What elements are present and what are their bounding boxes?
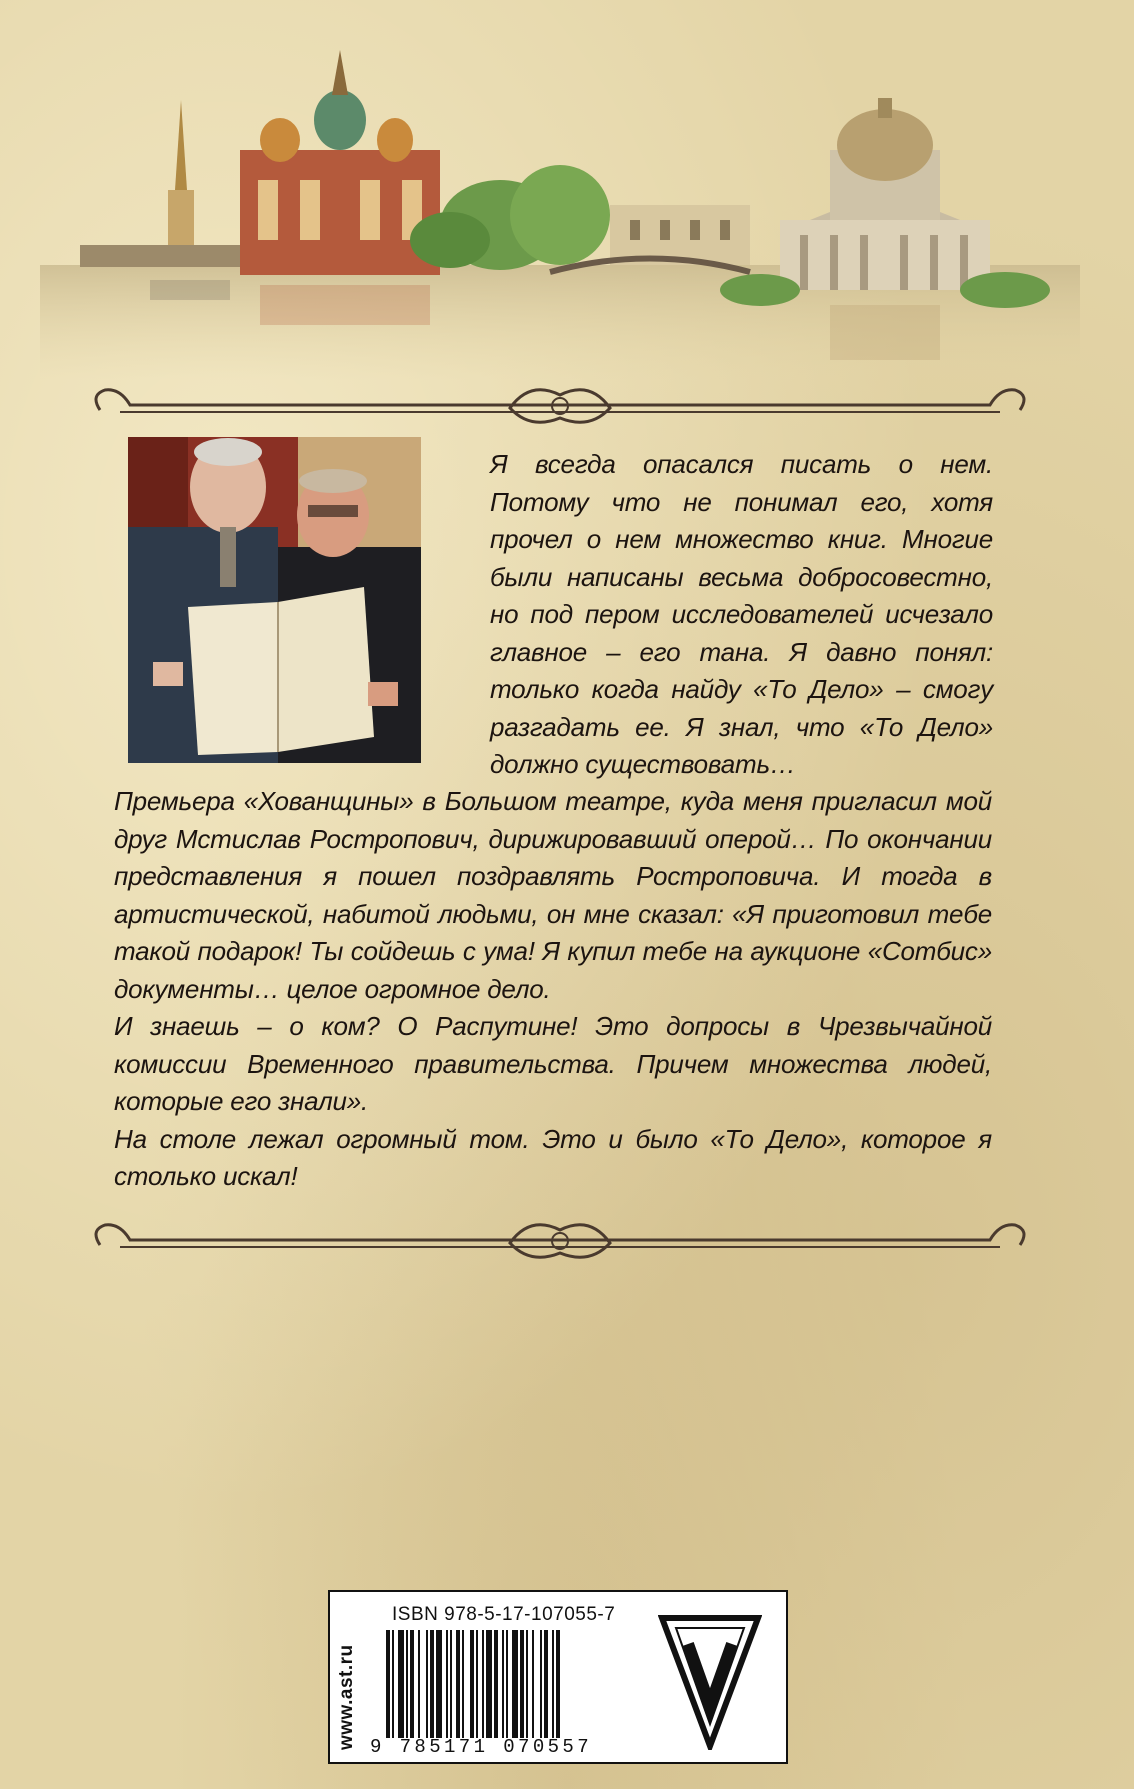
paragraph-3: На столе лежал огромный том. Это и было «То Дело», которое я столько искал! [114,1123,992,1191]
barcode-bar [540,1630,542,1738]
barcode-digits: 9 785171 070557 [370,1736,593,1758]
top-ornament-divider [90,370,1030,440]
barcode-bar [470,1630,474,1738]
barcode-bar [512,1630,518,1738]
city-panorama-illustration [30,40,1110,380]
barcode-bar [426,1630,428,1738]
paragraph-2: И знаешь – о ком? О Распутине! Это допросы в Чрезвычайной комиссии Временного правительства. Причем множества людей, которые его знали». [114,1011,992,1116]
barcode-bar [398,1630,404,1738]
barcode-bar [446,1630,448,1738]
barcode-bar [406,1630,408,1738]
barcode-bars [386,1630,622,1738]
bottom-ornament-divider [90,1205,1030,1275]
barcode-bar [520,1630,524,1738]
barcode-panel [328,1590,788,1764]
barcode-bar [526,1630,528,1738]
barcode-bar [482,1630,484,1738]
paragraph-1: Премьера «Хованщины» в Большом театре, куда меня пригласил мой друг Мстислав Ростропович, дирижировавший оперой… По окончании представления я пошел поздравлять Ростроповича. И тогда в артистической, набитой людьми, он мне сказал: «Я приготовил тебе такой подарок! Ты сойдешь с ума! Я купил тебе на аукционе «Сотбис» документы… целое огромное дело. [114,786,992,1004]
barcode-bar [552,1630,554,1738]
barcode-bar [494,1630,498,1738]
isbn-label: ISBN 978-5-17-107055-7 [392,1604,616,1625]
barcode-bar [486,1630,492,1738]
barcode-bar [386,1630,390,1738]
barcode-bar [430,1630,434,1738]
barcode-bar [410,1630,414,1738]
triangle-v-logo-icon [658,1614,762,1750]
barcode-bar [456,1630,460,1738]
publisher-website: www.ast.ru [336,1644,357,1750]
barcode-bar [502,1630,504,1738]
barcode-bar [476,1630,478,1738]
barcode-bar [506,1630,508,1738]
barcode-bar [544,1630,548,1738]
barcode-bar [532,1630,534,1738]
barcode-bar [418,1630,420,1738]
author-photo [128,437,421,763]
main-text [114,783,992,1196]
barcode-bar [392,1630,394,1738]
barcode-bar [450,1630,452,1738]
intro-paragraph: Я всегда опасался писать о нем. Потому что не понимал его, хотя прочел о нем множество книг. Многие были написаны весьма добросовестно, но под пером исследователей исчезало главное – его тана. Я давно понял: только когда найду «То Дело» – смогу разгадать ее. Я знал, что «То Дело» должно существовать… [490,449,993,779]
barcode-bar [556,1630,560,1738]
intro-text [490,446,993,784]
barcode-bar [462,1630,464,1738]
barcode-bar [436,1630,442,1738]
